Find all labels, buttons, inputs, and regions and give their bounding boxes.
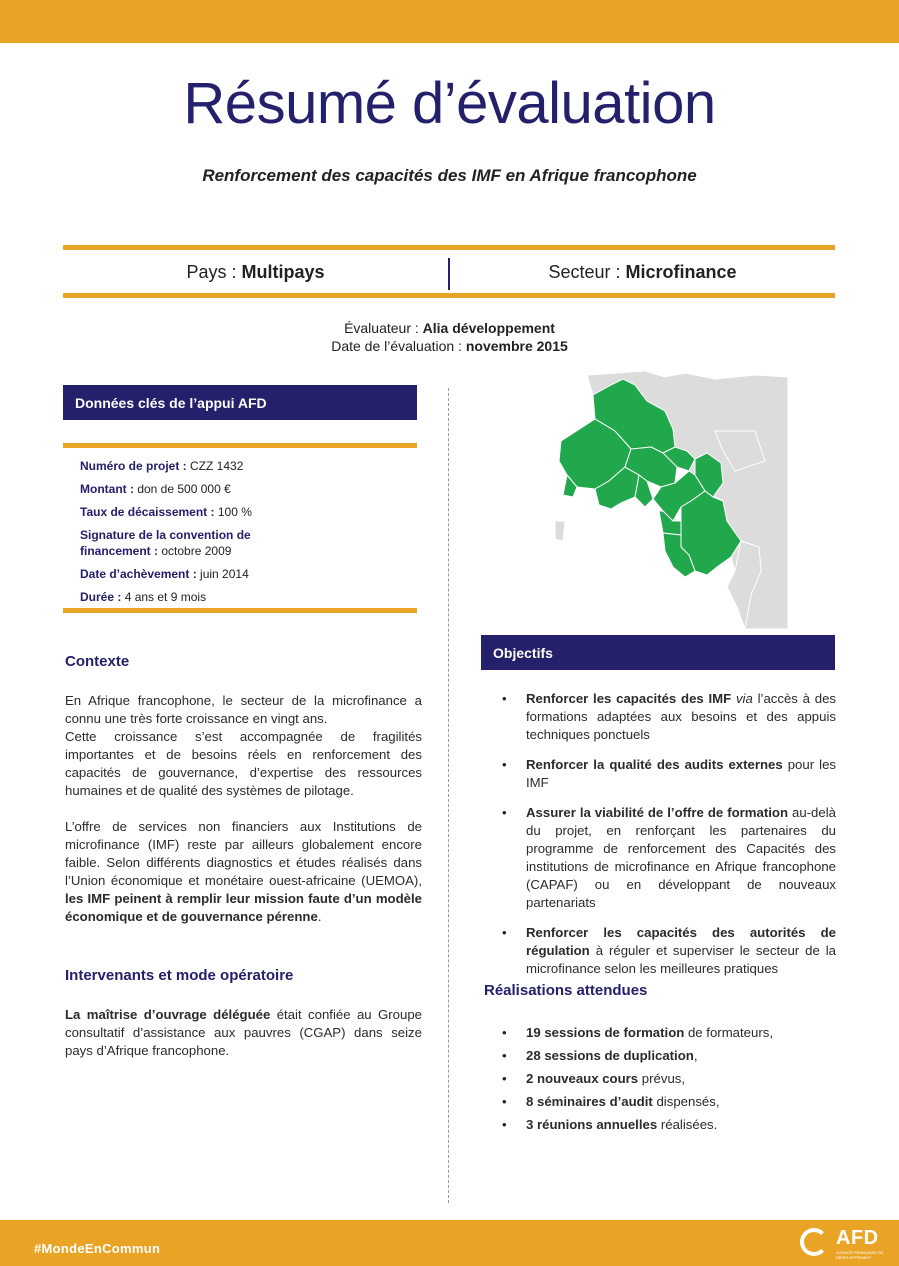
contexte-p3-emphasis: les IMF peinent à remplir leur mission faute d’un modèle économique et de gouvernance pérenne (65, 891, 422, 924)
objectifs-heading: Objectifs (481, 635, 835, 670)
keydata-value: juin 2014 (200, 567, 249, 581)
contexte-p3-text: L’offre de services non financiers aux Institutions de microfinance (IMF) reste par ailleurs globalement encore faible. Selon différents diagnostics et études réalisés dans l’Union économique et monétaire ouest-africaine (UEMOA), (65, 819, 422, 888)
keydata-row (80, 481, 410, 497)
keydata-label: Signature de la convention de financement : (80, 528, 251, 558)
objectif-italic: via (731, 691, 753, 706)
hashtag-label: #MondeEnCommun (34, 1241, 161, 1256)
afd-logo-circle-icon (800, 1228, 828, 1256)
country-info (63, 262, 448, 283)
afd-logo-text: AFD (836, 1227, 879, 1249)
realisation-item (502, 1067, 836, 1090)
keydata-label: Montant : (80, 482, 138, 496)
intervenants-heading: Intervenants et mode opératoire (65, 967, 294, 984)
objectif-text: l’accès à des formations adaptées aux besoins et des appuis techniques ponctuels (526, 691, 837, 742)
realisation-text: prévus, (638, 1071, 686, 1086)
afd-logo-subtitle: AGENCE FRANÇAISE DE DÉVELOPPEMENT (836, 1250, 884, 1260)
realisation-emphasis: 2 nouveaux cours (526, 1071, 639, 1086)
contexte-heading: Contexte (65, 653, 130, 670)
objectif-emphasis: Renforcer les capacités des autorités de régulation (526, 925, 836, 958)
keydata-bottom-rule (63, 608, 417, 613)
realisation-item (502, 1113, 836, 1136)
realisation-text: dispensés, (652, 1094, 720, 1109)
contexte-p3-end: . (317, 909, 322, 924)
meta-top-rule (63, 245, 835, 250)
top-banner (0, 0, 899, 43)
page-subtitle: Renforcement des capacités des IMF en Afrique francophone (202, 166, 697, 185)
keydata-value: octobre 2009 (161, 544, 232, 558)
sector-label: Secteur : (548, 262, 626, 282)
keydata-value: don de 500 000 € (137, 482, 231, 496)
realisation-text: , (693, 1048, 698, 1063)
keydata-label: Date d’achèvement : (80, 567, 201, 581)
intervenants-emphasis: La maîtrise d’ouvrage déléguée (65, 1007, 271, 1022)
realisation-emphasis: 8 séminaires d’audit (526, 1094, 653, 1109)
evaluator-label: Évaluateur : (344, 320, 423, 336)
keydata-label: Taux de décaissement : (80, 505, 218, 519)
objectif-item (502, 924, 836, 978)
realisations-list (502, 1021, 836, 1136)
realisation-item (502, 1044, 836, 1067)
objectif-text: au-delà du projet, en renforçant les partenaires du programme de renforcement des Capacités des institutions de microfinance en Afrique francophone (CAPAF) ou en développant de nouveaux partenariats (526, 805, 836, 910)
keydata-value: CZZ 1432 (190, 459, 244, 473)
keydata-heading: Données clés de l’appui AFD (63, 385, 417, 420)
contexte-paragraph: Cette croissance s’est accompagnée de fragilités importantes et de besoins réels en renforcement des capacités de gouvernance, d’expertise des ressources humaines et de qualité des systèmes de pilotage. (65, 729, 422, 798)
intervenants-text (65, 1006, 422, 1060)
country-label: Pays : (186, 262, 242, 282)
keydata-label: Numéro de projet : (80, 459, 191, 473)
objectifs-list (502, 690, 836, 978)
keydata-top-rule (63, 443, 417, 448)
keydata-row (80, 458, 410, 474)
objectif-emphasis: Renforcer les capacités des IMF (526, 691, 732, 706)
objectif-item (502, 756, 836, 792)
realisation-text: de formateurs, (684, 1025, 773, 1040)
keydata-row (80, 527, 265, 559)
sector-info (450, 262, 835, 283)
meta-bottom-rule (63, 293, 835, 298)
realisation-item (502, 1090, 836, 1113)
afd-logo (800, 1226, 892, 1262)
realisations-heading: Réalisations attendues (484, 982, 648, 999)
date-label: Date de l’évaluation : (331, 338, 466, 354)
page-title: Résumé d’évaluation (183, 71, 716, 136)
contexte-paragraph (65, 818, 422, 926)
objectif-item (502, 804, 836, 912)
objectif-item (502, 690, 836, 744)
keydata-row (80, 589, 410, 605)
realisation-text: réalisées. (657, 1117, 718, 1132)
contexte-paragraph: En Afrique francophone, le secteur de la microfinance a connu une très forte croissance en vingt ans. (65, 693, 422, 726)
realisation-emphasis: 3 réunions annuelles (526, 1117, 658, 1132)
evaluation-info (0, 319, 899, 355)
date-value: novembre 2015 (465, 338, 568, 354)
realisation-emphasis: 28 sessions de duplication (526, 1048, 694, 1063)
realisation-item (502, 1021, 836, 1044)
column-divider (448, 388, 449, 1203)
keydata-row (80, 566, 410, 582)
objectif-emphasis: Renforcer la qualité des audits externes (526, 757, 783, 772)
sector-value: Microfinance (625, 262, 737, 282)
objectif-text: à réguler et superviser le secteur de la microfinance selon les meilleures pratiques (526, 943, 836, 976)
africa-map (555, 371, 788, 629)
keydata-value: 100 % (217, 505, 252, 519)
objectif-text: pour les IMF (526, 757, 836, 790)
keydata-value: 4 ans et 9 mois (124, 590, 207, 604)
contexte-text (65, 692, 422, 944)
keydata-label: Durée : (80, 590, 125, 604)
intervenants-body: était confiée au Groupe consultatif d’assistance aux pauvres (CGAP) dans seize pays d’Afrique francophone. (65, 1007, 422, 1058)
realisation-emphasis: 19 sessions de formation (526, 1025, 685, 1040)
keydata-list (80, 458, 410, 612)
evaluator-value: Alia développement (422, 320, 555, 336)
keydata-row (80, 504, 410, 520)
country-value: Multipays (241, 262, 325, 282)
objectif-emphasis: Assurer la viabilité de l’offre de formation (526, 805, 789, 820)
